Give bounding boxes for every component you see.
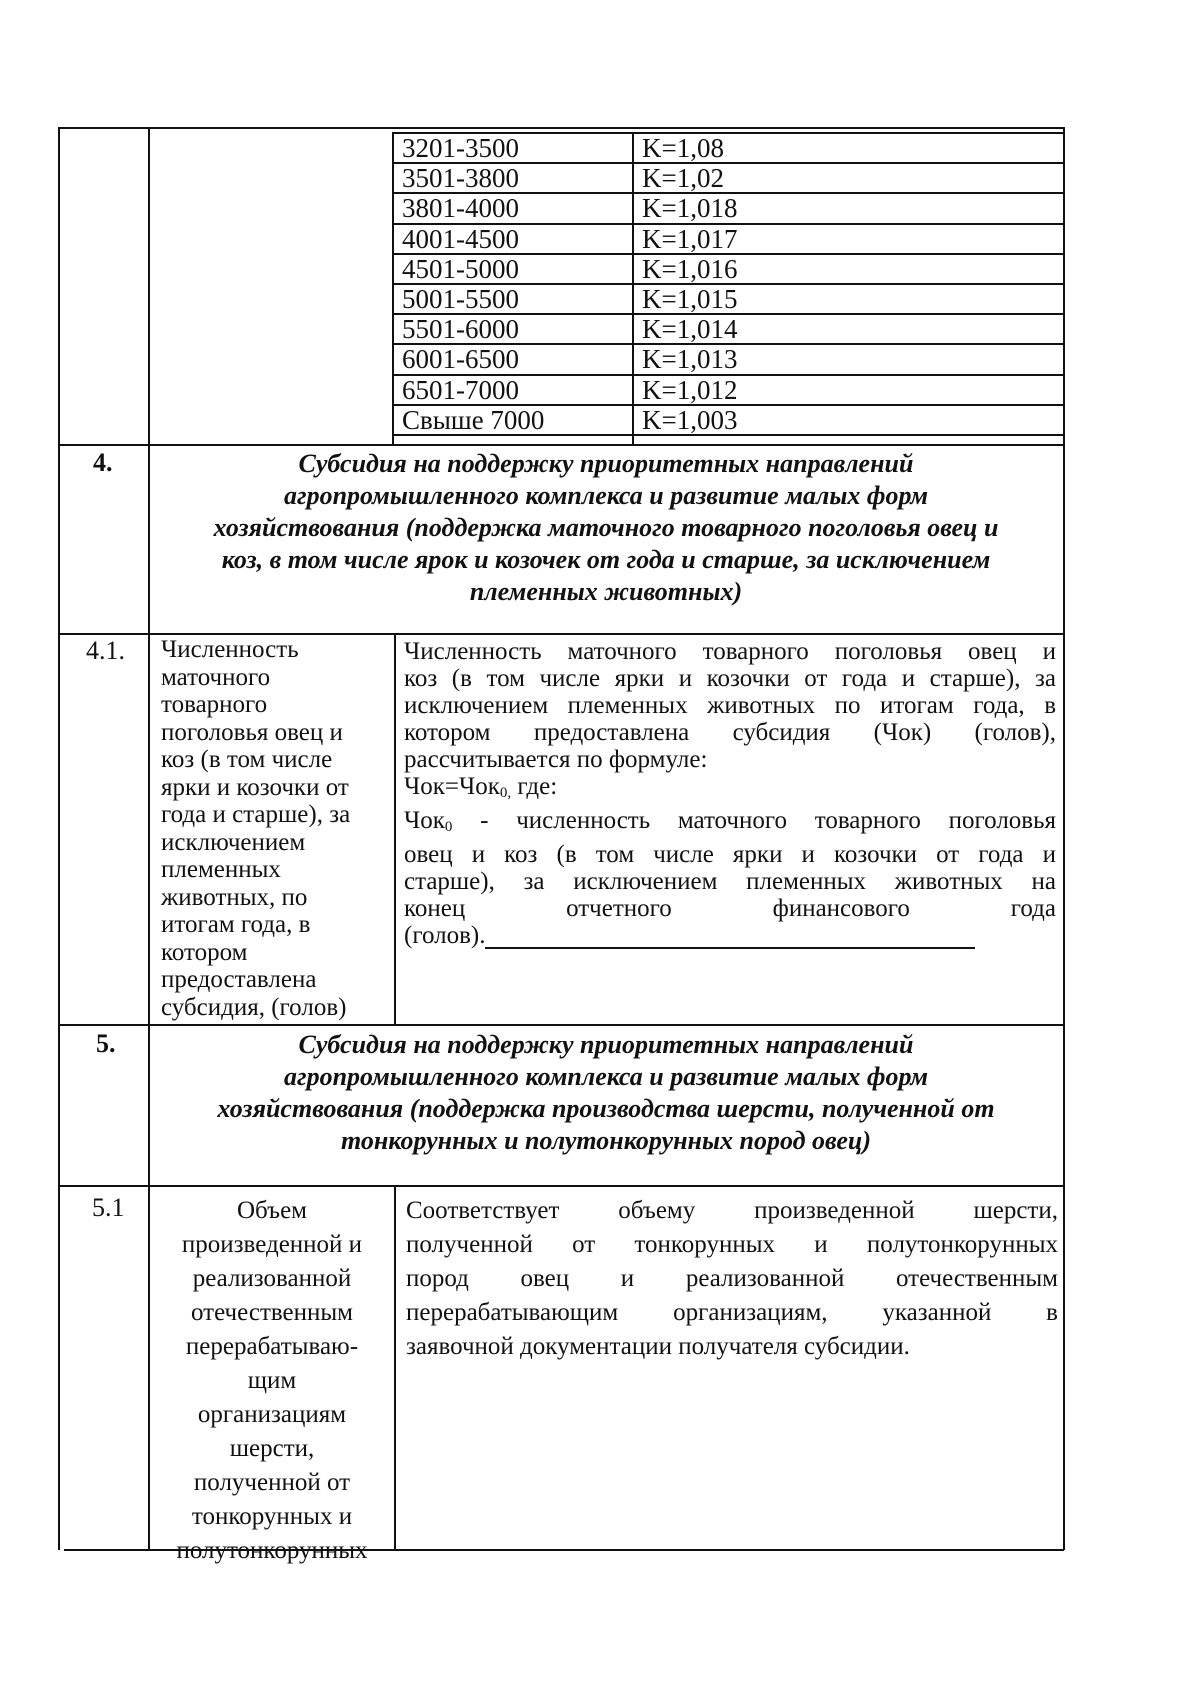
row51-indicator-line: перерабатываю- [185,1333,359,1360]
row51-top-border [58,1185,1064,1187]
row41-indicator-line: товарного [161,691,268,718]
row41-def-line: старше), за исключением племенных животных на [404,868,1056,895]
coef-range-cell: Свыше 7000 [402,405,545,435]
row51-indicator-line: полутонкорунных [176,1537,368,1564]
coef-col-left [392,132,394,445]
table-left-border [58,127,60,1550]
row41-indicator-line: Численность [161,636,299,663]
coef-k-cell: K=1,015 [642,284,738,314]
row41-indicator-line: котором [161,938,248,966]
row51-indicator-line: Объем [237,1197,307,1224]
section4-title-line: коз, в том числе ярок и козочек от года и старше, за исключением [221,545,991,574]
row41-indicator-line: года и старше), за [161,801,351,828]
coef-k-cell: K=1,003 [642,405,738,435]
coef-k-cell: K=1,02 [642,163,724,193]
row41-def-last [404,922,1056,949]
section4-title [150,448,1062,608]
row41-desc-line: коз (в том числе ярки и козочки от года и старше), за [404,665,1056,692]
row41-indicator-line: субсидия, (голов) [161,993,347,1021]
coef-range-cell: 3201-3500 [402,133,519,163]
row41-indicator-line: животных, по [161,883,308,911]
section5-title-line: хозяйствования (поддержка производства шерсти, полученной от [217,1094,995,1123]
row41-col-divider [394,633,396,1025]
row41-number: 4.1. [86,636,125,665]
row51-indicator-line: шерсти, [229,1435,315,1462]
row41-indicator-line: племенных [161,856,281,883]
row41-definition [404,807,1056,841]
row51-desc-line: перерабатывающим организациям, указанной в [406,1299,1058,1326]
row51-desc-line: Соответствует объему произведенной шерсти, [406,1197,1058,1224]
section5-title-line: тонкорунных и полутонкорунных пород овец) [340,1126,871,1155]
row41-indicator [161,636,391,1021]
section5-number: 5. [96,1029,116,1058]
def-text: - численность маточного товарного поголовья [452,807,1056,834]
row51-indicator-line: реализованной [192,1265,352,1292]
row51-desc-line: заявочной документации получателя субсидии. [406,1333,910,1360]
section4-title-line: племенных животных) [469,577,743,606]
row41-indicator-line: итогам года, в [161,911,311,938]
row51-indicator-line: произведенной и [181,1231,363,1258]
section4-number: 4. [93,448,113,477]
def-last-text: (голов). [404,922,486,949]
row41-indicator-line: ярки и козочки от [161,773,349,801]
row41-indicator-line: коз (в том числе [161,746,333,773]
row51-indicator-line: тонкорунных и [191,1503,353,1530]
row41-indicator-line: исключением [161,828,306,856]
row51-indicator-line: организациям [197,1401,347,1428]
section5-title-line: агропромышленного комплекса и развитие малых форм [283,1062,929,1091]
row51-indicator-line: полученной от [193,1469,351,1496]
coef-k-cell: K=1,08 [642,133,724,163]
table-top-border [58,127,1064,129]
coef-range-cell: 4001-4500 [402,224,519,254]
row41-indicator-line: предоставлена [161,966,317,993]
coef-range-cell: 4501-5000 [402,254,519,284]
section4-title-line: хозяйствования (поддержка маточного товарного поголовья овец и [213,513,999,542]
row51-col-divider [394,1185,396,1550]
coef-k-cell: K=1,018 [642,193,738,223]
row41-desc-line: котором предоставлена субсидия (Чок) (голов), [404,719,1056,746]
coef-range-cell: 6001-6500 [402,344,519,374]
formula-subscript: 0, [499,785,512,801]
coef-col-mid [632,132,634,445]
def-subscript: 0 [444,819,453,835]
row51-desc-line: пород овец и реализованной отечественным [406,1265,1058,1292]
row51-indicator [152,1194,392,1568]
coef-range-cell: 3801-4000 [402,193,519,223]
row41-description [404,638,1056,949]
coef-k-cell: K=1,014 [642,314,738,344]
section5-top-border [58,1024,1064,1026]
formula-main: Чок=Чок [404,773,500,800]
row41-desc-line: исключением племенных животных по итогам года, в [404,692,1056,719]
row51-indicator-line: щим [247,1367,297,1394]
coef-range-cell: 5001-5500 [402,284,519,314]
section4-title-line: Субсидия на поддержку приоритетных направлений [298,449,914,478]
row41-desc-line: рассчитывается по формуле: [404,746,708,773]
section5-title-line: Субсидия на поддержку приоритетных направлений [298,1030,914,1059]
coef-range-cell: 6501-7000 [402,375,519,405]
coef-k-cell: K=1,017 [642,224,738,254]
coef-k-cell: K=1,013 [642,344,738,374]
formula-tail: где: [511,773,558,800]
section5-title [150,1029,1062,1157]
number-column-divider [148,127,150,1550]
section4-title-line: агропромышленного комплекса и развитие малых форм [283,481,929,510]
row51-indicator-line: отечественным [190,1299,353,1326]
row41-formula [404,773,1056,807]
coef-k-cell: K=1,016 [642,254,738,284]
row41-desc-line: Численность маточного товарного поголовья овец и [404,638,1056,665]
row41-def-line: овец и коз (в том числе ярки и козочки от года и [404,841,1056,868]
row41-indicator-line: поголовья овец и [161,718,343,746]
coef-k-cell: K=1,012 [642,375,738,405]
coef-range-cell: 3501-3800 [402,163,519,193]
blank-underline [485,925,975,949]
table-right-border [1063,127,1065,1550]
section4-top-border [58,444,1064,446]
row51-number: 5.1 [92,1193,125,1222]
row51-desc-line: полученной от тонкорунных и полутонкорунных [406,1231,1058,1258]
row51-description [406,1194,1058,1364]
row41-def-line: конец отчетного финансового года [404,895,1056,922]
def-symbol: Чок [404,807,445,834]
coef-range-cell: 5501-6000 [402,314,519,344]
row41-top-border [58,633,1064,635]
row41-indicator-line: маточного [161,663,271,691]
